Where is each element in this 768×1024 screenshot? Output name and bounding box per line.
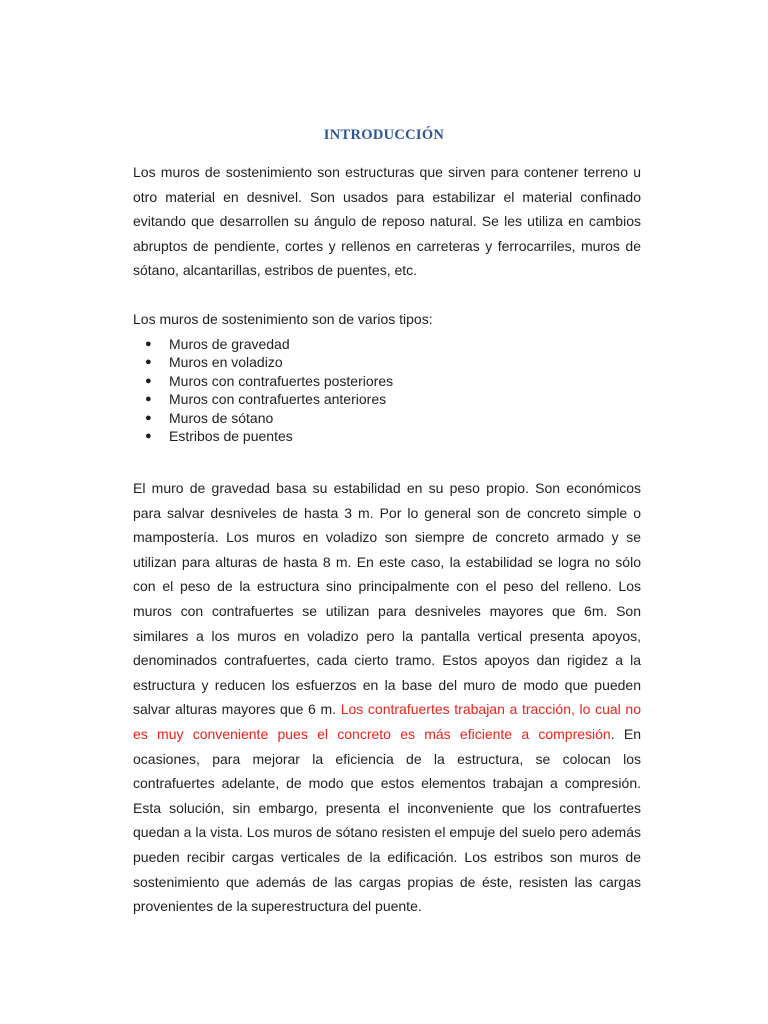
page-title: INTRODUCCIÓN — [323, 127, 445, 143]
paragraph-text: El muro de gravedad basa su estabilidad en su peso propio. Son económicos para salvar desniveles de hasta 3 m. Por lo general son de concreto simple o mampostería. Los muros en voladizo son siempre de concreto armado y se utilizan para alturas de hasta 8 m. En este caso, la estabilidad se logra no sólo con el peso de la estructura sino principalmente con el peso del relleno. Los muros con contrafuertes se utilizan para desniveles mayores que 6m. Son similares a los muros en voladizo pero la pantalla vertical presenta apoyos, denominados contrafuertes, cada cierto tramo. Estos apoyos dan rigidez a la estructura y reducen los esfuerzos en la base del muro de modo que pueden salvar alturas mayores que 6 m. — [133, 480, 641, 718]
list-item — [133, 372, 641, 390]
bullet-icon: ● — [145, 411, 152, 424]
list-item — [133, 335, 641, 353]
bullet-icon: ● — [145, 374, 152, 387]
bullet-icon: ● — [145, 393, 152, 406]
list-item-label: Estribos de puentes — [169, 428, 293, 445]
bullet-icon: ● — [145, 338, 152, 350]
list-item-label: Muros de sótano — [169, 409, 274, 426]
list-item-label: Muros en voladizo — [169, 354, 283, 371]
list-item — [133, 390, 641, 408]
bullet-icon: ● — [145, 430, 152, 443]
highlighted-text: Los contrafuertes trabajan a tracción, lo cual no es muy conveniente pues el concreto es más eficiente a compresión — [133, 701, 641, 742]
paragraph-types-heading: Los muros de sostenimiento son de varios tipos: — [133, 311, 433, 327]
wall-types-list — [133, 335, 641, 445]
list-item-label: Muros con contrafuertes posteriores — [169, 372, 394, 389]
paragraph-text: . En ocasiones, para mejorar la eficiencia de la estructura, se colocan los contrafuertes adelante, de modo que estos elementos trabajan a compresión. Esta solución, sin embargo, presenta el inconveniente que los contrafuertes quedan a la vista. Los muros de sótano resisten el empuje del suelo pero además pueden recibir cargas verticales de la edificación. Los estribos son muros de sostenimiento que además de las cargas propias de éste, resisten las cargas provenientes de la superestructura del puente. — [133, 725, 641, 915]
list-item — [133, 427, 641, 445]
bullet-icon: ● — [145, 356, 152, 369]
paragraph-intro: Los muros de sostenimiento son estructuras que sirven para contener terreno u otro material en desnivel. Son usados para estabilizar el material confinado evitando que desarrollen su ángulo de reposo natural. Se les utiliza en cambios abruptos de pendiente, cortes y rellenos en carreteras y ferrocarriles, muros de sótano, alcantarillas, estribos de puentes, etc. — [133, 164, 641, 279]
paragraph-wall-descriptions — [133, 476, 641, 919]
list-item — [133, 353, 641, 371]
list-item — [133, 409, 641, 427]
list-item-label: Muros de gravedad — [169, 336, 290, 352]
list-item-label: Muros con contrafuertes anteriores — [169, 391, 387, 408]
